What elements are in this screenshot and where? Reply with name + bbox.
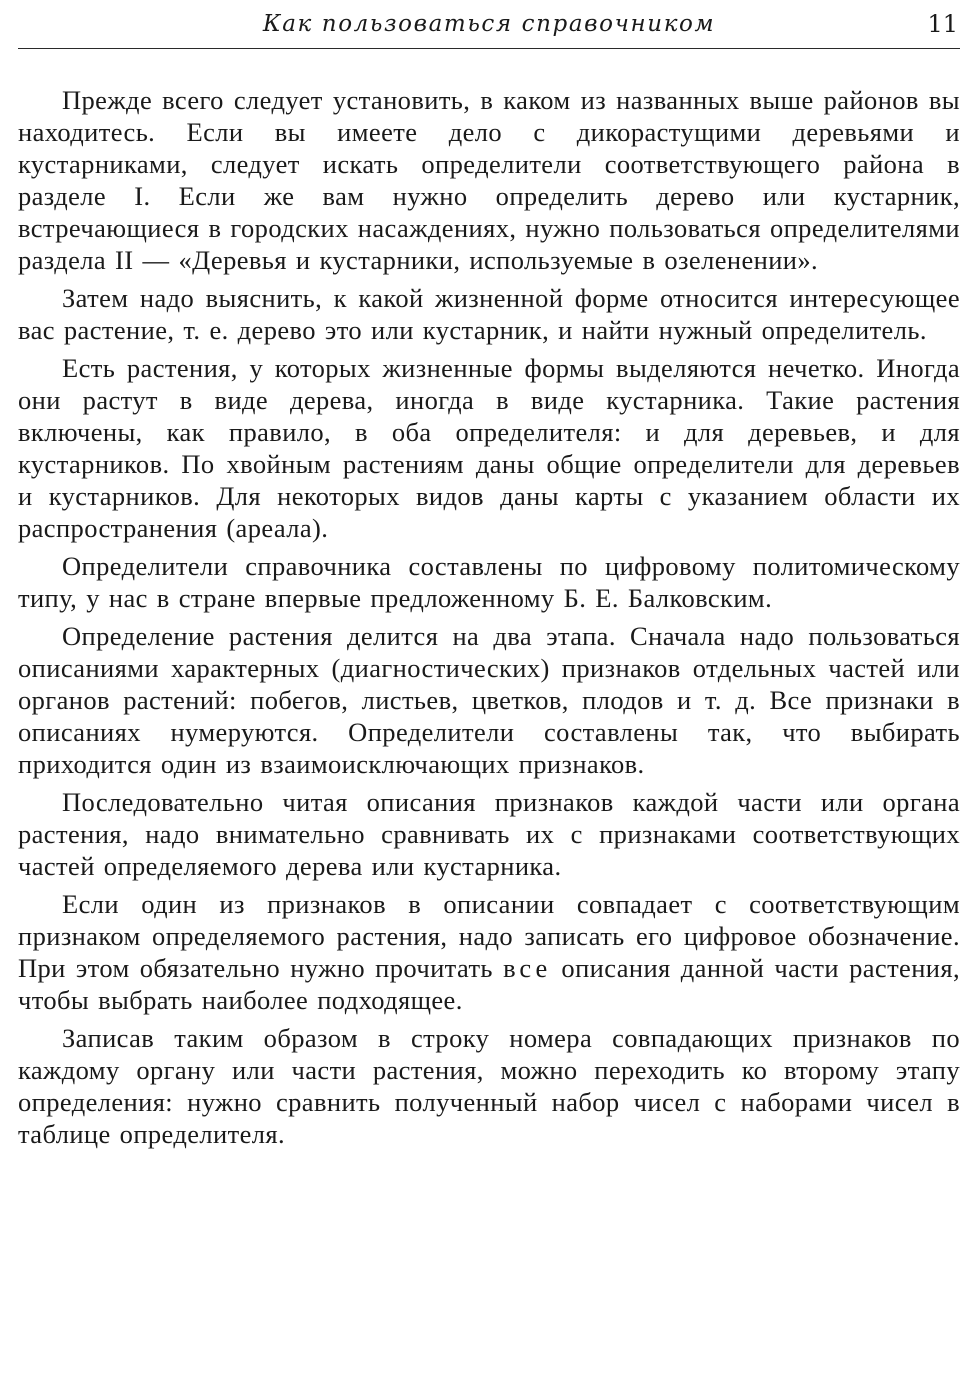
paragraph-6: Последовательно читая описания признаков каждой части или органа растения, надо внимательно сравнивать их с признаками соответствующих частей определяемого дерева или кустарника. [18, 787, 960, 881]
paragraph-7-emphasis: все [503, 953, 552, 983]
paragraph-7 [18, 888, 960, 1016]
running-title: Как пользоваться справочником [262, 11, 716, 37]
paragraph-1: Прежде всего следует установить, в каком из названных выше районов вы находитесь. Если вы имеете дело с дикорастущими деревьями и кустарниками, следует искать определители соответствующего района в разделе I. Если же вам нужно определить дерево или кустарник, встречающиеся в городских насаждениях, нужно пользоваться определителями раздела II — «Деревья и кустарники, используемые в озеленении». [18, 85, 960, 275]
paragraph-4: Определители справочника составлены по цифровому политомическому типу, у нас в стране впервые предложенному Б. Е. Балковским. [18, 551, 960, 613]
paragraph-3: Есть растения, у которых жизненные формы выделяются нечетко. Иногда они растут в виде дерева, иногда в виде кустарника. Такие растения включены, как правило, в оба определителя: и для деревьев, и для кустарников. По хвойным растениям даны общие определители для деревьев и кустарников. Для некоторых видов даны карты с указанием области их распространения (ареала). [18, 353, 960, 543]
paragraph-5: Определение растения делится на два этапа. Сначала надо пользоваться описаниями характерных (диагностических) признаков отдельных частей или органов растений: побегов, листьев, цветков, плодов и т. д. Все признаки в описаниях нумеруются. Определители составлены так, что выбирать приходится один из взаимоисключающих признаков. [18, 621, 960, 779]
paragraph-2: Затем надо выяснить, к какой жизненной форме относится интересующее вас растение, т. е. дерево это или кустарник, и найти нужный определитель. [18, 283, 960, 345]
paragraph-7-before: Если один из признаков в описании совпадает с соответствующим признаком определяемого растения, надо записать его цифровое обозначение. При этом обязательно нужно прочитать [18, 889, 960, 983]
body-text [18, 84, 960, 1150]
page-number: 11 [927, 10, 958, 38]
book-page [18, 0, 960, 1380]
paragraph-7-after: описания данной части растения, чтобы выбрать наиболее подходящее. [18, 953, 961, 1015]
paragraph-8: Записав таким образом в строку номера совпадающих признаков по каждому органу или части растения, можно переходить ко второму этапу определения: нужно сравнить полученный набор чисел с наборами чисел в таблице определителя. [18, 1023, 960, 1149]
running-header [18, 0, 960, 49]
